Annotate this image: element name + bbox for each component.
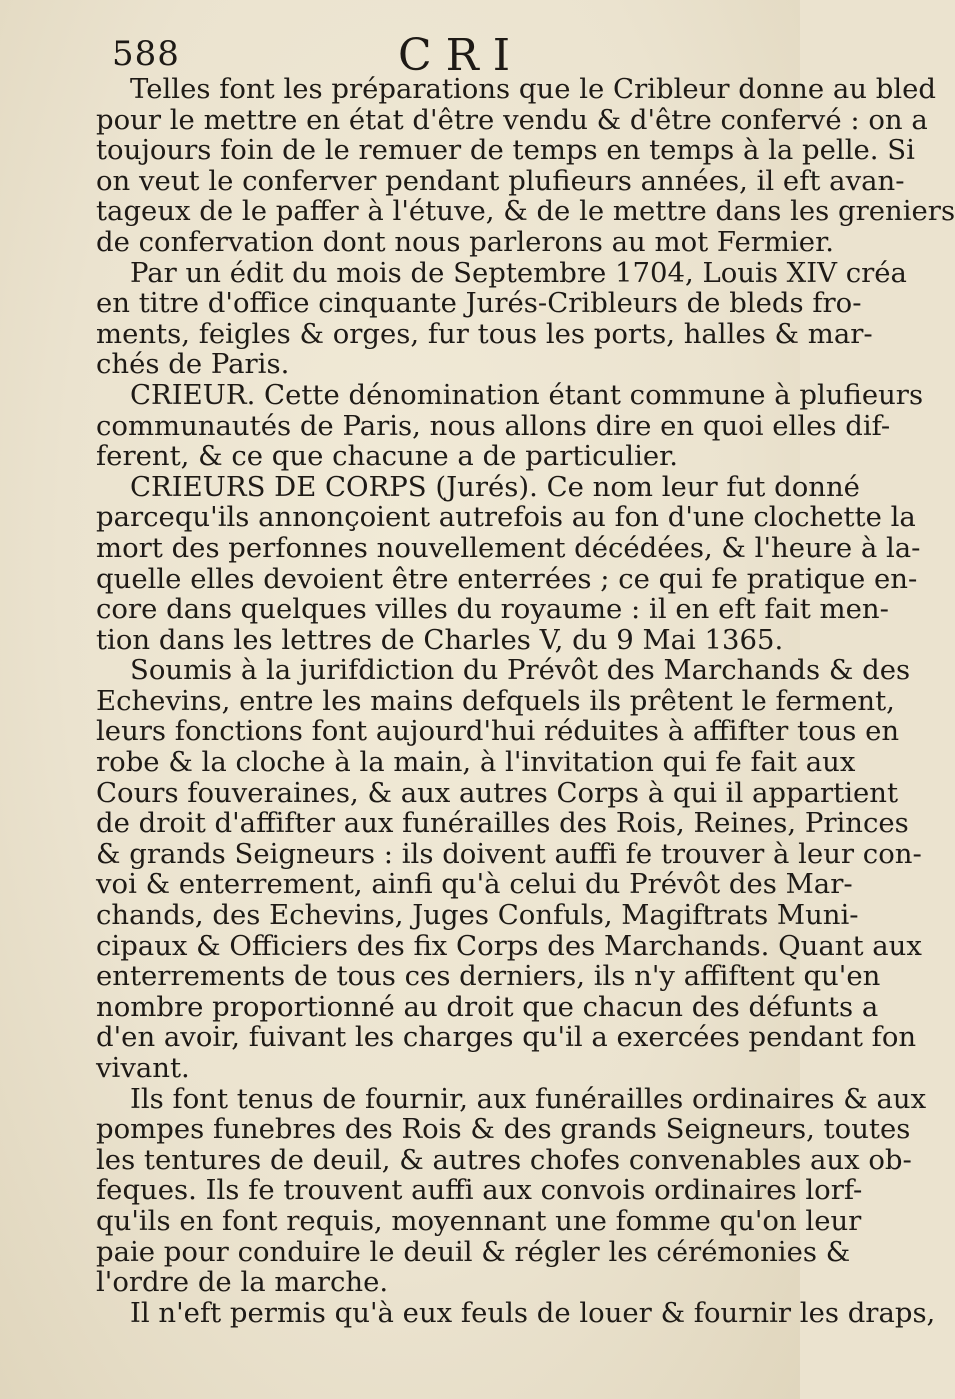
text-line: Echevins, entre les mains defquels ils prêtent le ferment, [96, 684, 895, 717]
text-line: paie pour conduire le deuil & régler les cérémonies & [96, 1235, 851, 1268]
text-line: Soumis à la jurifdiction du Prévôt des Marchands & des [130, 654, 911, 687]
text-line: de droit d'affifter aux funérailles des Rois, Reines, Princes [96, 807, 909, 840]
text-line: Par un édit du mois de Septembre 1704, Louis XIV créa [130, 256, 907, 289]
text-line: tion dans les lettres de Charles V, du 9 Mai 1365. [96, 623, 784, 656]
text-line: core dans quelques villes du royaume : il en eft fait men- [96, 593, 889, 626]
page-number: 588 [112, 34, 180, 74]
text-line: toujours foin de le remuer de temps en temps à la pelle. Si [96, 134, 915, 167]
text-line: mort des perfonnes nouvellement décédées, & l'heure à la- [96, 531, 921, 564]
text-line: voi & enterrement, ainfi qu'à celui du Prévôt des Mar- [96, 868, 853, 901]
text-line: d'en avoir, fuivant les charges qu'il a exercées pendant fon [96, 1021, 917, 1054]
text-line: les tentures de deuil, & autres chofes convenables aux ob- [96, 1143, 912, 1176]
text-line: & grands Seigneurs : ils doivent auffi fe trouver à leur con- [96, 837, 922, 870]
text-line: en titre d'office cinquante Jurés-Cribleurs de bleds fro- [96, 287, 862, 320]
text-line: vivant. [96, 1052, 190, 1084]
text-line: Il n'eft permis qu'à eux feuls de louer & fournir les draps, [130, 1296, 936, 1329]
text-line: CRIEUR. Cette dénomination étant commune à plufieurs [130, 378, 924, 411]
text-line: parcequ'ils annonçoient autrefois au fon d'une clochette la [96, 501, 916, 534]
text-line: tageux de le paffer à l'étuve, & de le mettre dans les greniers [96, 195, 955, 228]
text-line: l'ordre de la marche. [96, 1266, 389, 1299]
text-line: ments, feigles & orges, fur tous les ports, halles & mar- [96, 317, 873, 350]
text-line: Ils font tenus de fournir, aux funérailles ordinaires & aux [130, 1082, 927, 1115]
text-line: Cours fouveraines, & aux autres Corps à qui il appartient [96, 776, 899, 809]
text-line: nombre proportionné au droit que chacun des défunts a [96, 990, 879, 1023]
text-line: communautés de Paris, nous allons dire en quoi elles dif- [96, 409, 891, 442]
text-line: CRIEURS DE CORPS (Jurés). Ce nom leur fut donné [130, 470, 860, 503]
text-line: cipaux & Officiers des fix Corps des Marchands. Quant aux [96, 929, 922, 962]
text-line: qu'ils en font requis, moyennant une fomme qu'on leur [96, 1204, 862, 1237]
running-head: CRI [398, 30, 525, 81]
text-line: Telles font les préparations que le Cribleur donne au bled [130, 73, 937, 105]
text-body [96, 73, 955, 1329]
text-line: pour le mettre en état d'être vendu & d'être confervé : on a [96, 103, 928, 136]
text-line: pompes funebres des Rois & des grands Seigneurs, toutes [96, 1113, 911, 1146]
text-line: robe & la cloche à la main, à l'invitation qui fe fait aux [96, 746, 856, 779]
text-line: on veut le conferver pendant plufieurs années, il eft avan- [96, 164, 905, 197]
text-line: leurs fonctions font aujourd'hui réduites à affifter tous en [96, 715, 900, 748]
text-line: enterrements de tous ces derniers, ils n'y affiftent qu'en [96, 960, 881, 993]
text-line: de confervation dont nous parlerons au mot Fermier. [96, 225, 834, 258]
text-line: chés de Paris. [96, 348, 290, 381]
text-line: quelle elles devoient être enterrées ; ce qui fe pratique en- [96, 562, 918, 595]
text-line: ferent, & ce que chacune a de particulier. [96, 440, 679, 473]
text-line: chands, des Echevins, Juges Confuls, Magiftrats Muni- [96, 899, 859, 932]
text-line: feques. Ils fe trouvent auffi aux convois ordinaires lorf- [96, 1174, 863, 1207]
